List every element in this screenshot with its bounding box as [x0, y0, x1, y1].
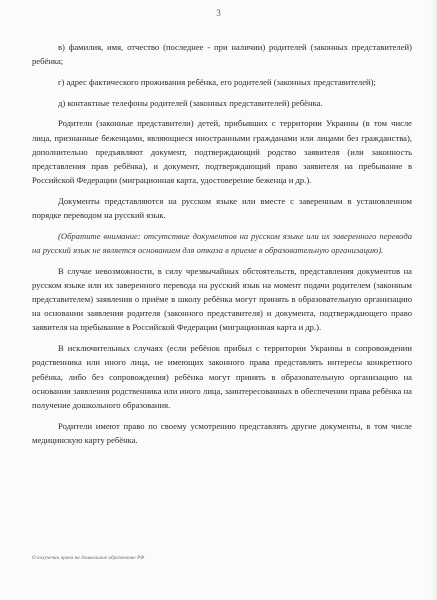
paragraph-other-documents: Родители имеют право по своему усмотрению представлять другие документы, в том числе медицинскую карту ребёнка. [32, 420, 412, 445]
paragraph-emergency-case: В случае невозможности, в силу чрезвычайных обстоятельств, представления документов на русском языке или их заверенного перевода на русский язык на момент подачи родителем (законным представителем) заявления о приёме в школу ребёнка могут принять в образовательную организацию на основании заявления родителя (законного представителя) и документа, подтверждающего право заявителя на пребывание в Российской Федерации (миграционная карта и др.). [32, 265, 412, 333]
paragraph-item-v: в) фамилия, имя, отчество (последнее - при наличии) родителей (законных представителей) ребёнка; [32, 42, 412, 67]
paragraph-attention-note: (Обратите внимание: отсутствие документов на русском языке или их заверенного перевода на русский язык не является основанием для отказа в приеме в образовательную организацию). [32, 230, 412, 255]
document-body [32, 40, 412, 454]
paragraph-russian-language: Документы представляются на русском языке или вместе с заверенным в установленном порядке переводом на русский язык. [32, 195, 412, 221]
paragraph-exceptional-case: В исключительных случаях (если ребёнок прибыл с территории Украины в сопровождении родственника или иного лица, не имеющих законного права представлять интересы конкретного ребёнка, либо без сопровождения) ребёнка могут принять в образовательную организацию на основании заявления родственника или иного лица, заинтересованных в обеспечении права ребёнка на получение дошкольного образования. [32, 343, 412, 410]
paragraph-item-g: г) адрес фактического проживания ребёнка, его родителей (законных представителей); [58, 76, 376, 87]
paragraph-item-d: д) контактные телефоны родителей (законных представителей) ребёнка. [58, 97, 323, 108]
page-number: 3 [216, 8, 221, 18]
paragraph-ukraine-parents: Родители (законные представители) детей, прибывших с территории Украины (в том числе лица, признанные беженцами, являющиеся иностранными гражданами или лицами без гражданства), дополнительно предъявляют документ, подтверждающий родство заявителя (или законность представления прав ребёнка), и документ, подтверждающий право заявителя на пребывание в Российской Федерации (миграционная карта, удостоверение беженца и др.). [32, 118, 412, 186]
footnote: О получении права на дошкольное образование РФ [32, 556, 145, 561]
page-edge-shadow [431, 0, 437, 600]
